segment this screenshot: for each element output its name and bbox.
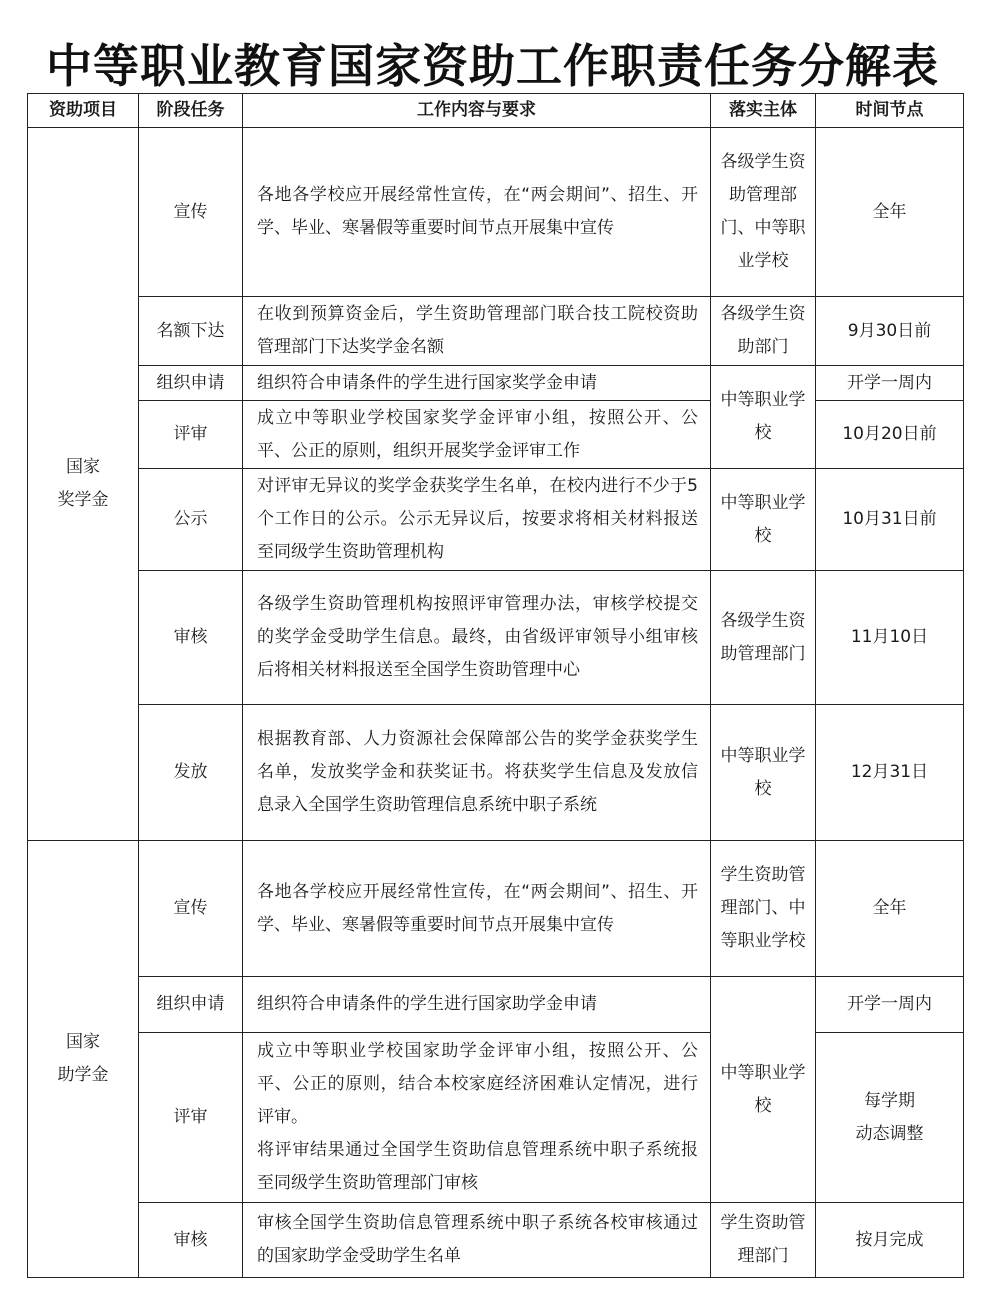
project-grant: 国家 助学金 [28, 841, 139, 1278]
table-row [28, 1033, 964, 1203]
time-cell: 10月31日前 [816, 469, 964, 571]
time-cell: 12月31日 [816, 705, 964, 841]
header-project: 资助项目 [28, 94, 139, 128]
header-owner: 落实主体 [711, 94, 816, 128]
project-scholarship: 国家 奖学金 [28, 128, 139, 841]
owner-cell: 中等职业学校 [711, 977, 816, 1203]
table-row [28, 366, 964, 401]
header-row [28, 94, 964, 128]
content-cell: 成立中等职业学校国家助学金评审小组，按照公开、公平、公正的原则，结合本校家庭经济困难认定情况，进行评审。 将评审结果通过全国学生资助信息管理系统中职子系统报至同级学生资助管理部门审核 [243, 1033, 711, 1203]
header-content: 工作内容与要求 [243, 94, 711, 128]
content-cell: 各地各学校应开展经常性宣传，在“两会期间”、招生、开学、毕业、寒暑假等重要时间节点开展集中宣传 [243, 841, 711, 977]
owner-cell: 各级学生资助管理部门、中等职业学校 [711, 128, 816, 297]
time-cell: 9月30日前 [816, 297, 964, 366]
owner-cell: 各级学生资助管理部门 [711, 571, 816, 705]
content-cell: 各地各学校应开展经常性宣传，在“两会期间”、招生、开学、毕业、寒暑假等重要时间节点开展集中宣传 [243, 128, 711, 297]
owner-cell: 学生资助管理部门 [711, 1203, 816, 1278]
content-cell: 成立中等职业学校国家奖学金评审小组，按照公开、公平、公正的原则，组织开展奖学金评审工作 [243, 401, 711, 469]
stage-cell: 审核 [139, 1203, 243, 1278]
time-cell: 11月10日 [816, 571, 964, 705]
table-row [28, 401, 964, 469]
time-cell: 全年 [816, 841, 964, 977]
table-row [28, 128, 964, 297]
table-row [28, 705, 964, 841]
time-cell: 按月完成 [816, 1203, 964, 1278]
time-cell: 10月20日前 [816, 401, 964, 469]
content-cell: 组织符合申请条件的学生进行国家助学金申请 [243, 977, 711, 1033]
owner-cell: 各级学生资助部门 [711, 297, 816, 366]
table-row [28, 1203, 964, 1278]
header-stage: 阶段任务 [139, 94, 243, 128]
stage-cell: 评审 [139, 1033, 243, 1203]
owner-cell: 中等职业学校 [711, 705, 816, 841]
content-cell: 对评审无异议的奖学金获奖学生名单，在校内进行不少于5个工作日的公示。公示无异议后，按要求将相关材料报送至同级学生资助管理机构 [243, 469, 711, 571]
stage-cell: 发放 [139, 705, 243, 841]
duty-table [27, 93, 964, 1278]
stage-cell: 审核 [139, 571, 243, 705]
time-cell: 全年 [816, 128, 964, 297]
table-row [28, 469, 964, 571]
content-cell: 审核全国学生资助信息管理系统中职子系统各校审核通过的国家助学金受助学生名单 [243, 1203, 711, 1278]
content-cell: 各级学生资助管理机构按照评审管理办法，审核学校提交的奖学金受助学生信息。最终，由省级评审领导小组审核后将相关材料报送至全国学生资助管理中心 [243, 571, 711, 705]
page-title: 中等职业教育国家资助工作职责任务分解表 [46, 39, 939, 93]
header-time: 时间节点 [816, 94, 964, 128]
owner-cell: 学生资助管理部门、中等职业学校 [711, 841, 816, 977]
stage-cell: 评审 [139, 401, 243, 469]
stage-cell: 组织申请 [139, 977, 243, 1033]
table-row [28, 977, 964, 1033]
stage-cell: 宣传 [139, 128, 243, 297]
stage-cell: 名额下达 [139, 297, 243, 366]
stage-cell: 组织申请 [139, 366, 243, 401]
table-row [28, 297, 964, 366]
stage-cell: 公示 [139, 469, 243, 571]
stage-cell: 宣传 [139, 841, 243, 977]
content-cell: 组织符合申请条件的学生进行国家奖学金申请 [243, 366, 711, 401]
owner-cell: 中等职业学校 [711, 469, 816, 571]
time-cell: 开学一周内 [816, 977, 964, 1033]
time-cell: 开学一周内 [816, 366, 964, 401]
content-cell: 在收到预算资金后，学生资助管理部门联合技工院校资助管理部门下达奖学金名额 [243, 297, 711, 366]
time-cell: 每学期 动态调整 [816, 1033, 964, 1203]
owner-cell: 中等职业学校 [711, 366, 816, 469]
table-row [28, 571, 964, 705]
table-row [28, 841, 964, 977]
content-cell: 根据教育部、人力资源社会保障部公告的奖学金获奖学生名单，发放奖学金和获奖证书。将获奖学生信息及发放信息录入全国学生资助管理信息系统中职子系统 [243, 705, 711, 841]
